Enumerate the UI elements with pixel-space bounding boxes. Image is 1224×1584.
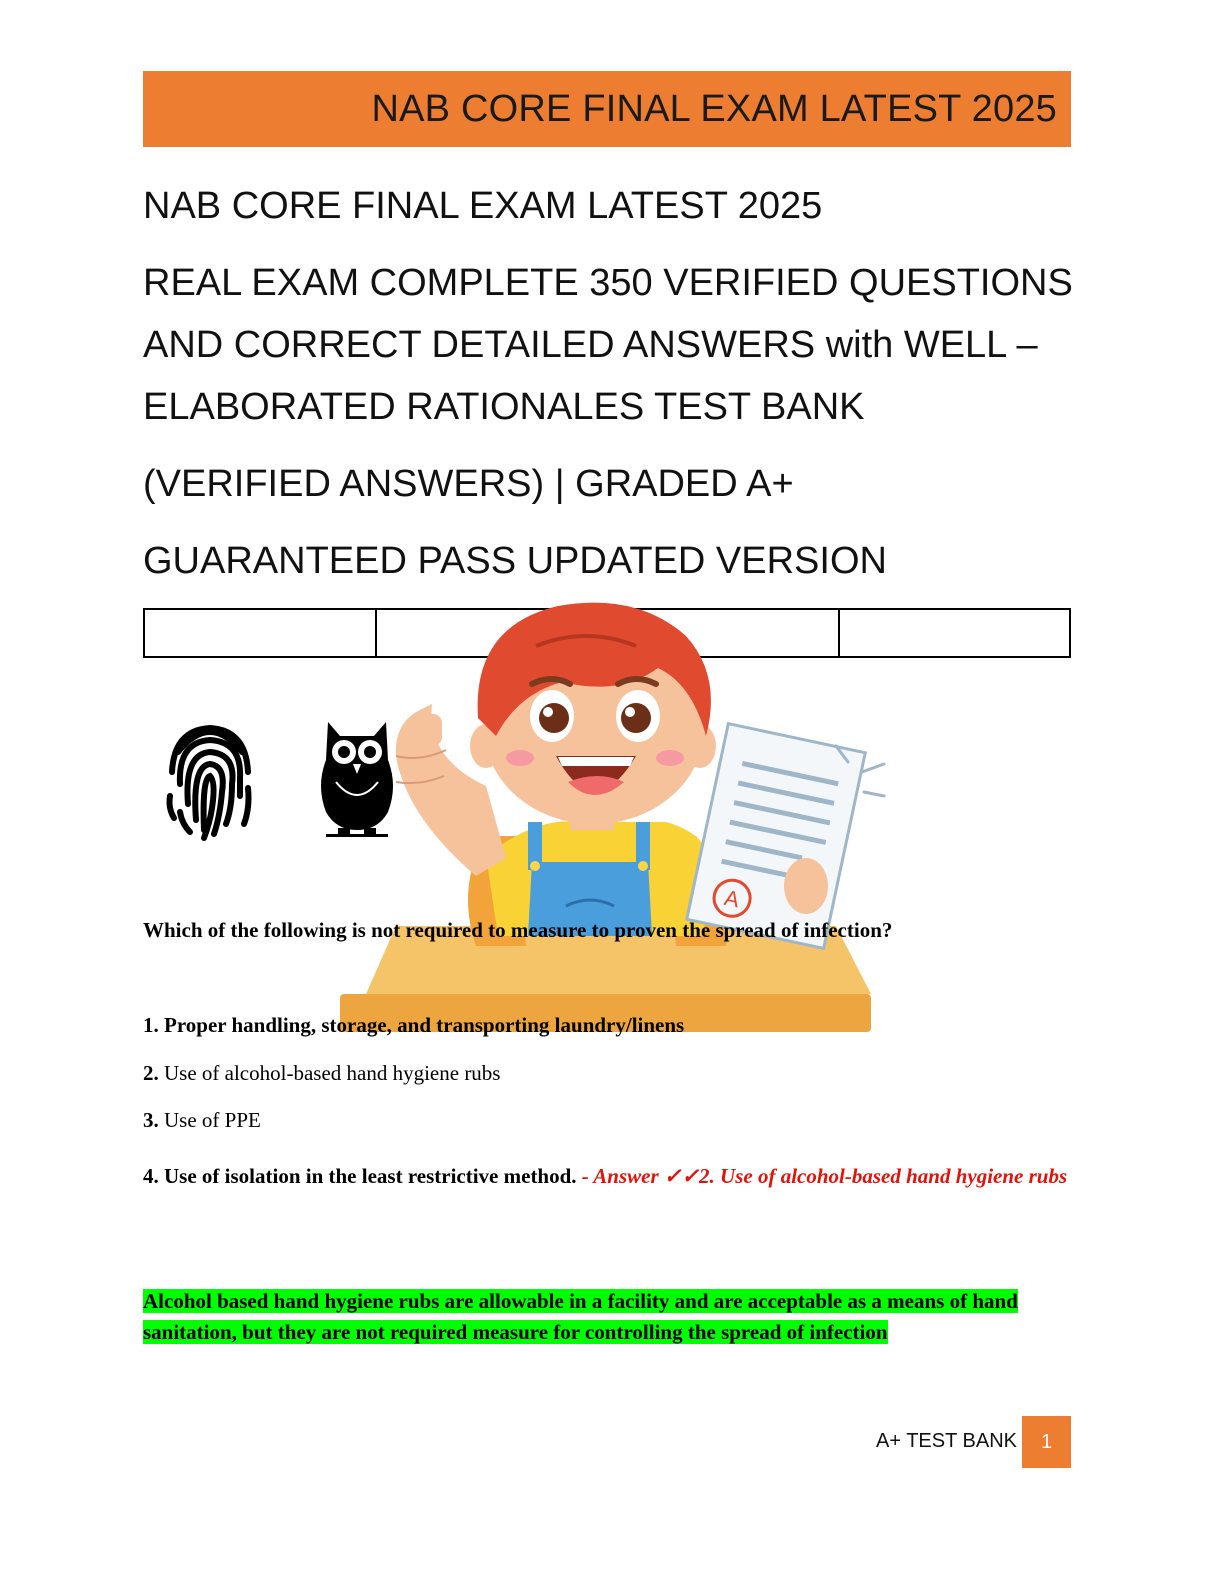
rationale: [143, 1286, 1071, 1348]
page-number-badge: 1: [1022, 1416, 1071, 1468]
option-2: [143, 1061, 500, 1086]
option-number: 4.: [143, 1164, 159, 1188]
title-line-2: REAL EXAM COMPLETE 350 VERIFIED QUESTIONS: [143, 262, 1073, 304]
footer-label: A+ TEST BANK: [876, 1430, 1017, 1452]
title-line-3: AND CORRECT DETAILED ANSWERS with WELL –: [143, 324, 1038, 366]
option-text: Proper handling, storage, and transporting laundry/linens: [158, 1013, 685, 1037]
option-1: [143, 1013, 684, 1038]
option-number: 3.: [143, 1108, 159, 1132]
option-text: Use of isolation in the least restrictive method.: [158, 1164, 582, 1188]
option-4: [143, 1160, 1071, 1193]
option-number: 1.: [143, 1013, 159, 1037]
title-line-4: ELABORATED RATIONALES TEST BANK: [143, 386, 865, 428]
option-3: [143, 1108, 261, 1133]
option-text: Use of alcohol-based hand hygiene rubs: [158, 1061, 501, 1085]
fingerprint-icon: [160, 712, 260, 842]
kid-illustration: [336, 586, 896, 1034]
header-band: [143, 71, 1071, 147]
answer-text: - Answer ✓✓2. Use of alcohol-based hand hygiene rubs: [581, 1164, 1068, 1188]
rationale-text: Alcohol based hand hygiene rubs are allowable in a facility and are acceptable as a means of hand sanitation, but they are not required measure for controlling the spread of infection: [143, 1289, 1018, 1344]
option-number: 2.: [143, 1061, 159, 1085]
title-line-1: NAB CORE FINAL EXAM LATEST 2025: [143, 185, 823, 227]
question-text: Which of the following is not required to measure to proven the spread of infection?: [143, 918, 893, 942]
option-text: Use of PPE: [158, 1108, 261, 1132]
title-line-6: GUARANTEED PASS UPDATED VERSION: [143, 540, 887, 582]
header-title: NAB CORE FINAL EXAM LATEST 2025: [371, 87, 1057, 130]
paper-grade-label: A: [722, 884, 742, 913]
title-line-5: (VERIFIED ANSWERS) | GRADED A+: [143, 463, 794, 505]
